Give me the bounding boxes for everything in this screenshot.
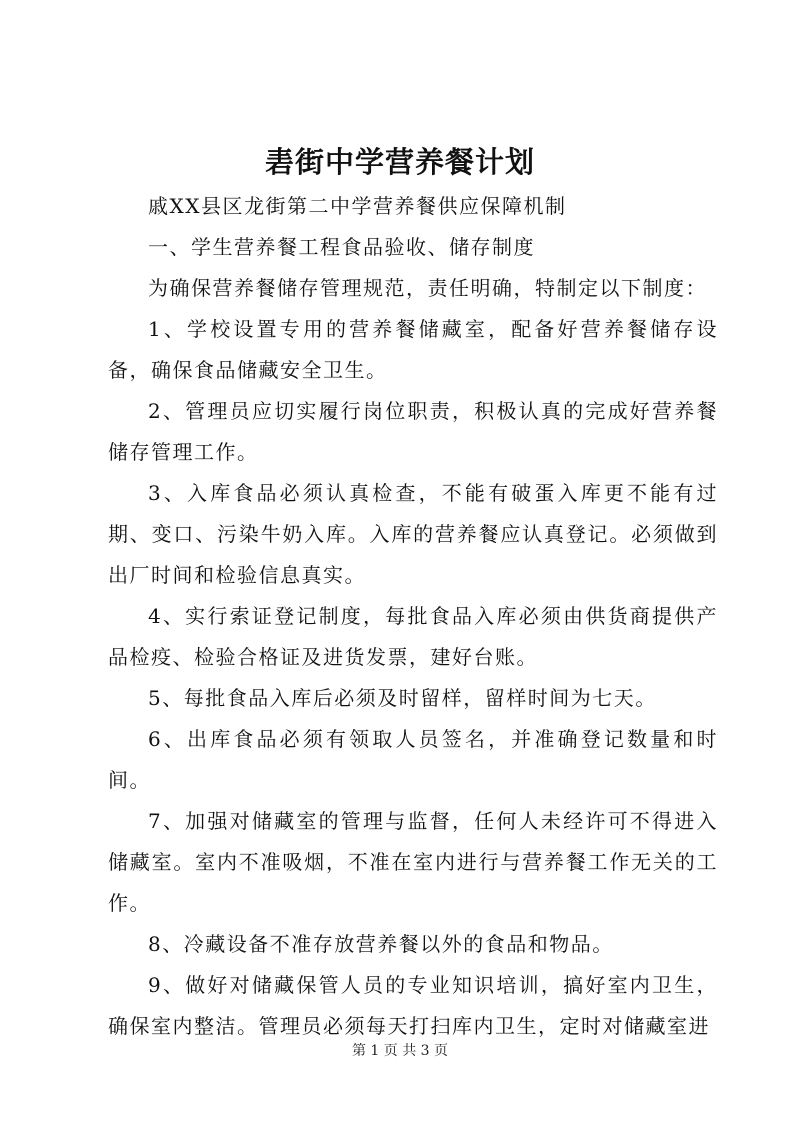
- rule-item-1: 1、学校设置专用的营养餐储藏室，配备好营养餐储存设备，确保食品储藏安全卫生。: [108, 317, 718, 382]
- page-number-footer: 第 1 页 共 3 页: [351, 1043, 449, 1059]
- rule-item-9: 9、做好对储藏保管人员的专业知识培训，搞好室内卫生，确保室内整洁。管理员必须每天打扫库内卫生，定时对储藏室进: [108, 973, 718, 1038]
- rule-item-7: 7、加强对储藏室的管理与监督，任何人未经许可不得进入储藏室。室内不准吸烟，不准在室内进行与营养餐工作无关的工作。: [108, 809, 718, 915]
- section-heading: 一、学生营养餐工程食品验收、储存制度: [148, 235, 535, 259]
- rule-item-3: 3、入库食品必须认真检查，不能有破蛋入库更不能有过期、变口、污染牛奶入库。入库的营养餐应认真登记。必须做到出厂时间和检验信息真实。: [108, 481, 718, 587]
- rule-item-2: 2、管理员应切实履行岗位职责，积极认真的完成好营养餐储存管理工作。: [108, 399, 718, 464]
- rule-item-4: 4、实行索证登记制度，每批食品入库必须由供货商提供产品检疫、检验合格证及进货发票，建好台账。: [108, 604, 718, 669]
- rule-item-8: 8、冷藏设备不准存放营养餐以外的食品和物品。: [148, 932, 614, 956]
- page-title: 砉街中学营养餐计划: [264, 145, 535, 179]
- rule-item-5: 5、每批食品入库后必须及时留样，留样时间为七天。: [148, 686, 657, 710]
- rule-item-6: 6、出库食品必须有领取人员签名，并准确登记数量和时间。: [108, 727, 718, 792]
- intro-paragraph: 为确保营养餐储存管理规范，责任明确，特制定以下制度：: [148, 276, 707, 300]
- subtitle-paragraph: 戚XX县区龙街第二中学营养餐供应保障机制: [148, 194, 567, 218]
- document-body: [108, 186, 718, 1047]
